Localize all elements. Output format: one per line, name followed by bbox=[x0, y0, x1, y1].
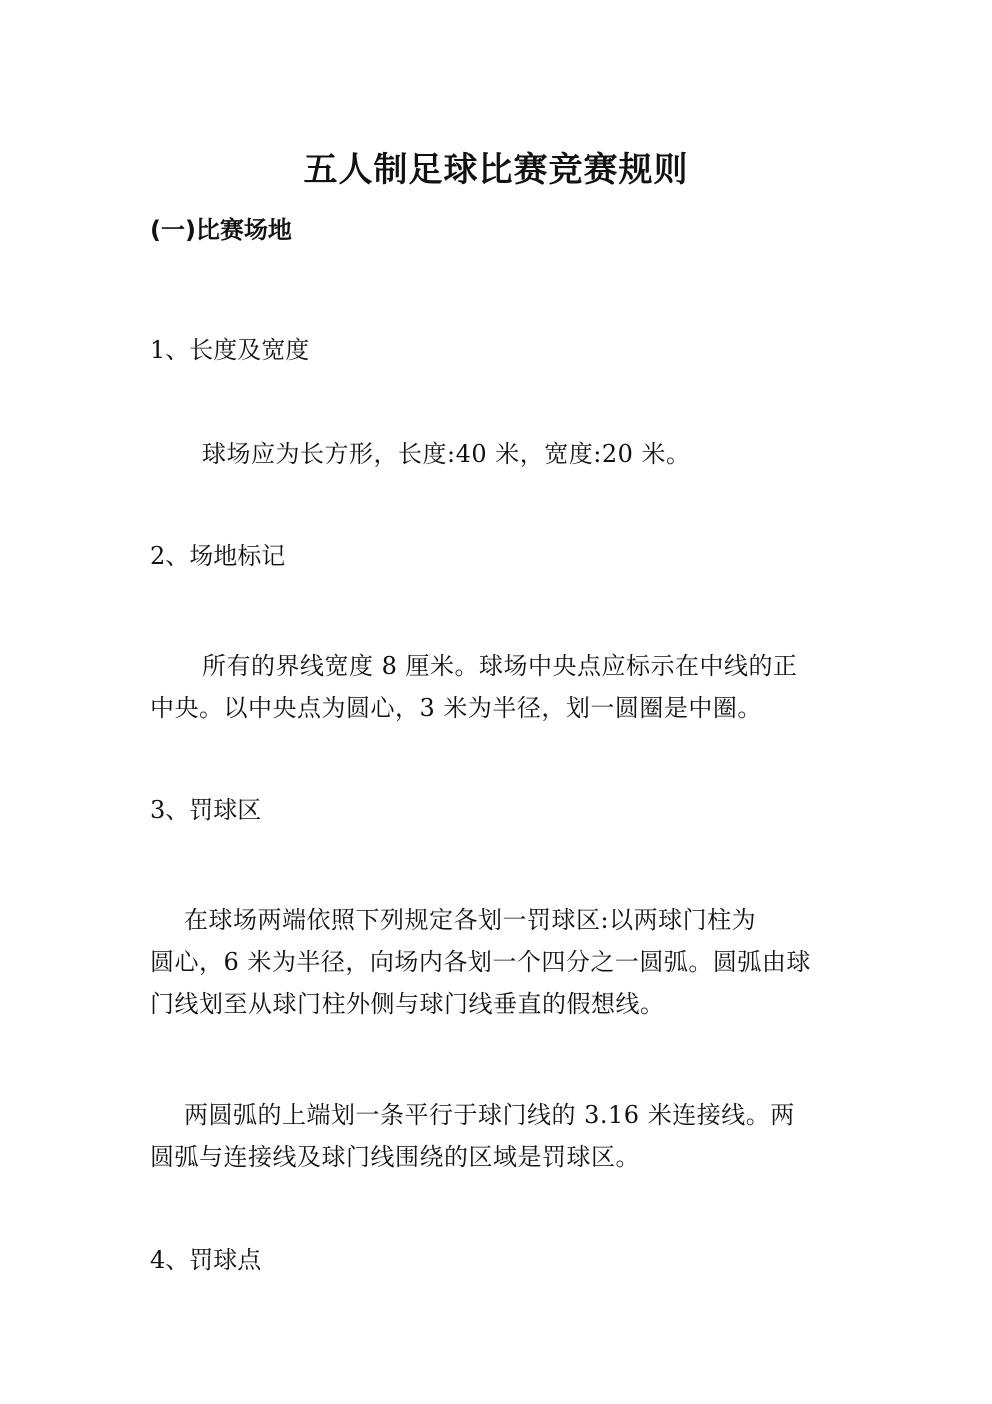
paragraph-line: 球场应为长方形，长度:40 米，宽度:20 米。 bbox=[202, 440, 691, 468]
paragraph-penalty-area-2 bbox=[150, 1094, 850, 1178]
paragraph-line: 所有的界线宽度 8 厘米。球场中央点应标示在中线的正 bbox=[202, 652, 798, 680]
page-title: 五人制足球比赛竞赛规则 bbox=[303, 150, 689, 190]
paragraph-line: 圆弧与连接线及球门线围绕的区域是罚球区。 bbox=[150, 1143, 640, 1171]
subheading-field-markings: 2、场地标记 bbox=[150, 542, 286, 570]
paragraph-line: 中央。以中央点为圆心，3 米为半径，划一圆圈是中圈。 bbox=[150, 694, 762, 722]
paragraph-line: 圆心，6 米为半径，向场内各划一个四分之一圆弧。圆弧由球 bbox=[150, 948, 811, 976]
paragraph-line: 在球场两端依照下列规定各划一罚球区:以两球门柱为 bbox=[184, 906, 757, 934]
paragraph-length-width bbox=[150, 433, 902, 475]
paragraph-line: 门线划至从球门柱外侧与球门线垂直的假想线。 bbox=[150, 990, 665, 1018]
subheading-length-width: 1、长度及宽度 bbox=[150, 336, 310, 364]
section-heading: (一)比赛场地 bbox=[150, 216, 292, 244]
subheading-penalty-area: 3、罚球区 bbox=[150, 796, 262, 824]
paragraph-field-markings bbox=[150, 645, 850, 729]
paragraph-penalty-area-1 bbox=[150, 899, 850, 1025]
paragraph-line: 两圆弧的上端划一条平行于球门线的 3.16 米连接线。两 bbox=[184, 1101, 795, 1129]
subheading-penalty-spot: 4、罚球点 bbox=[150, 1246, 262, 1274]
